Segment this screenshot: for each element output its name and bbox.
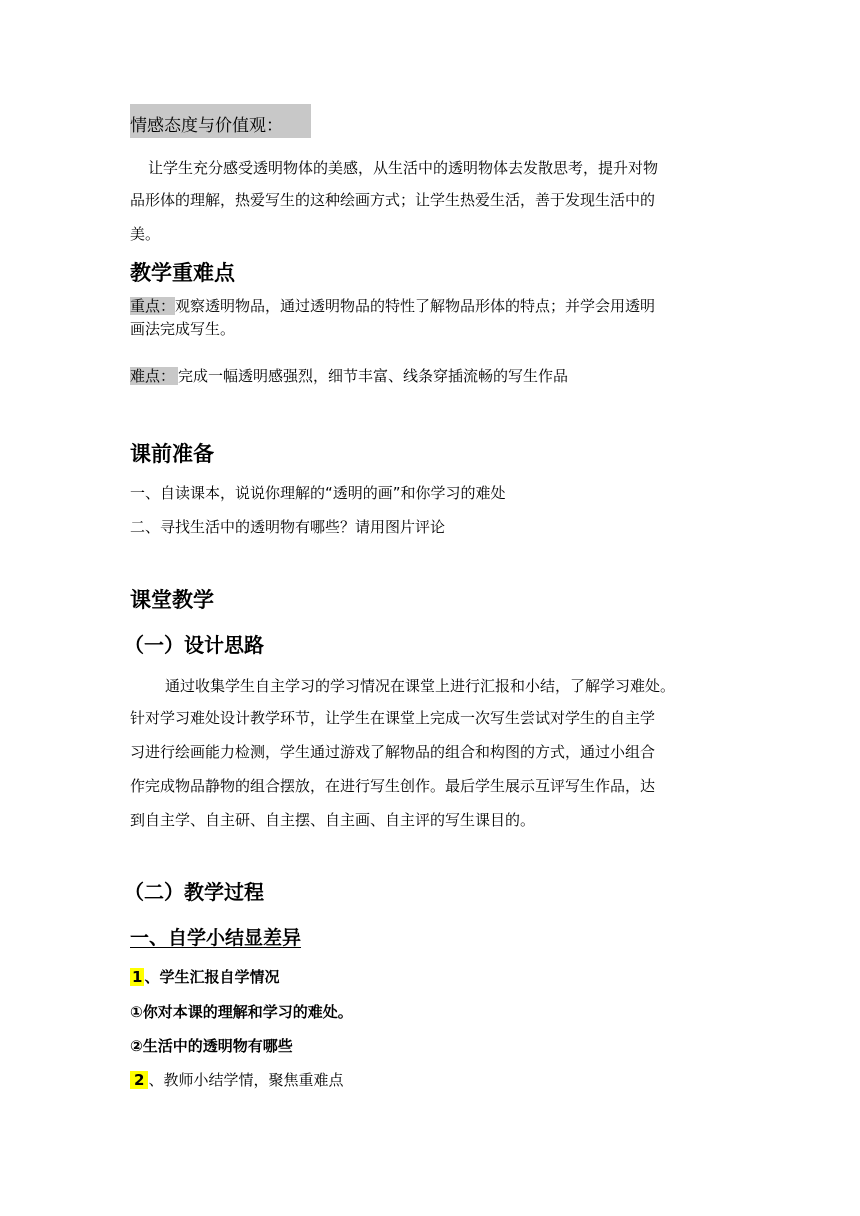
process-item-2-text: 、教师小结学情，聚焦重难点 — [148, 1071, 344, 1089]
difficulty-label: 难点： — [130, 367, 178, 385]
focus-line-1 — [130, 296, 655, 316]
process-sub-2: ②生活中的透明物有哪些 — [130, 1037, 293, 1055]
design-heading: （一）设计思路 — [124, 633, 264, 657]
emotion-values-heading-text: 情感态度与价值观： — [130, 116, 283, 136]
difficulty-text: 完成一幅透明感强烈，细节丰富、线条穿插流畅的写生作品 — [178, 367, 569, 385]
difficulty-line — [130, 366, 568, 386]
design-line-5: 到自主学、自主研、自主摆、自主画、自主评的写生课目的。 — [130, 811, 536, 829]
process-item-2 — [130, 1070, 343, 1090]
design-line-3: 习进行绘画能力检测，学生通过游戏了解物品的组合和构图的方式，通过小组合 — [130, 743, 656, 761]
preparation-heading: 课前准备 — [130, 442, 214, 466]
focus-text-1: 观察透明物品，通过透明物品的特性了解物品形体的特点；并学会用透明 — [175, 297, 656, 315]
process-item-1-text: 、学生汇报自学情况 — [144, 968, 280, 986]
design-line-1: 通过收集学生自主学习的学习情况在课堂上进行汇报和小结，了解学习难处。 — [165, 677, 676, 695]
emotion-line-2: 品形体的理解，热爱写生的这种绘画方式；让学生热爱生活，善于发现生活中的 — [130, 191, 656, 209]
focus-line-2: 画法完成写生。 — [130, 320, 236, 338]
design-line-4: 作完成物品静物的组合摆放，在进行写生创作。最后学生展示互评写生作品，达 — [130, 777, 656, 795]
process-sub-1: ①你对本课的理解和学习的难处。 — [130, 1003, 353, 1021]
preparation-item-2: 二、寻找生活中的透明物有哪些？请用图片评论 — [130, 518, 446, 536]
emotion-values-heading — [130, 104, 311, 138]
classroom-heading: 课堂教学 — [130, 588, 214, 612]
preparation-item-1: 一、自读课本，说说你理解的“透明的画”和你学习的难处 — [130, 484, 506, 502]
emotion-line-1: 让学生充分感受透明物体的美感，从生活中的透明物体去发散思考，提升对物 — [148, 159, 659, 177]
process-item-2-number: 2 — [130, 1071, 148, 1089]
step-heading: 一、自学小结显差异 — [130, 927, 302, 949]
design-line-2: 针对学习难处设计教学环节，让学生在课堂上完成一次写生尝试对学生的自主学 — [130, 709, 656, 727]
key-points-heading: 教学重难点 — [130, 261, 235, 285]
process-item-1-number: 1 — [132, 968, 143, 986]
process-item-1 — [130, 967, 279, 987]
focus-label: 重点： — [130, 297, 176, 315]
process-heading: （二）教学过程 — [124, 880, 264, 904]
emotion-line-3: 美。 — [130, 225, 161, 243]
